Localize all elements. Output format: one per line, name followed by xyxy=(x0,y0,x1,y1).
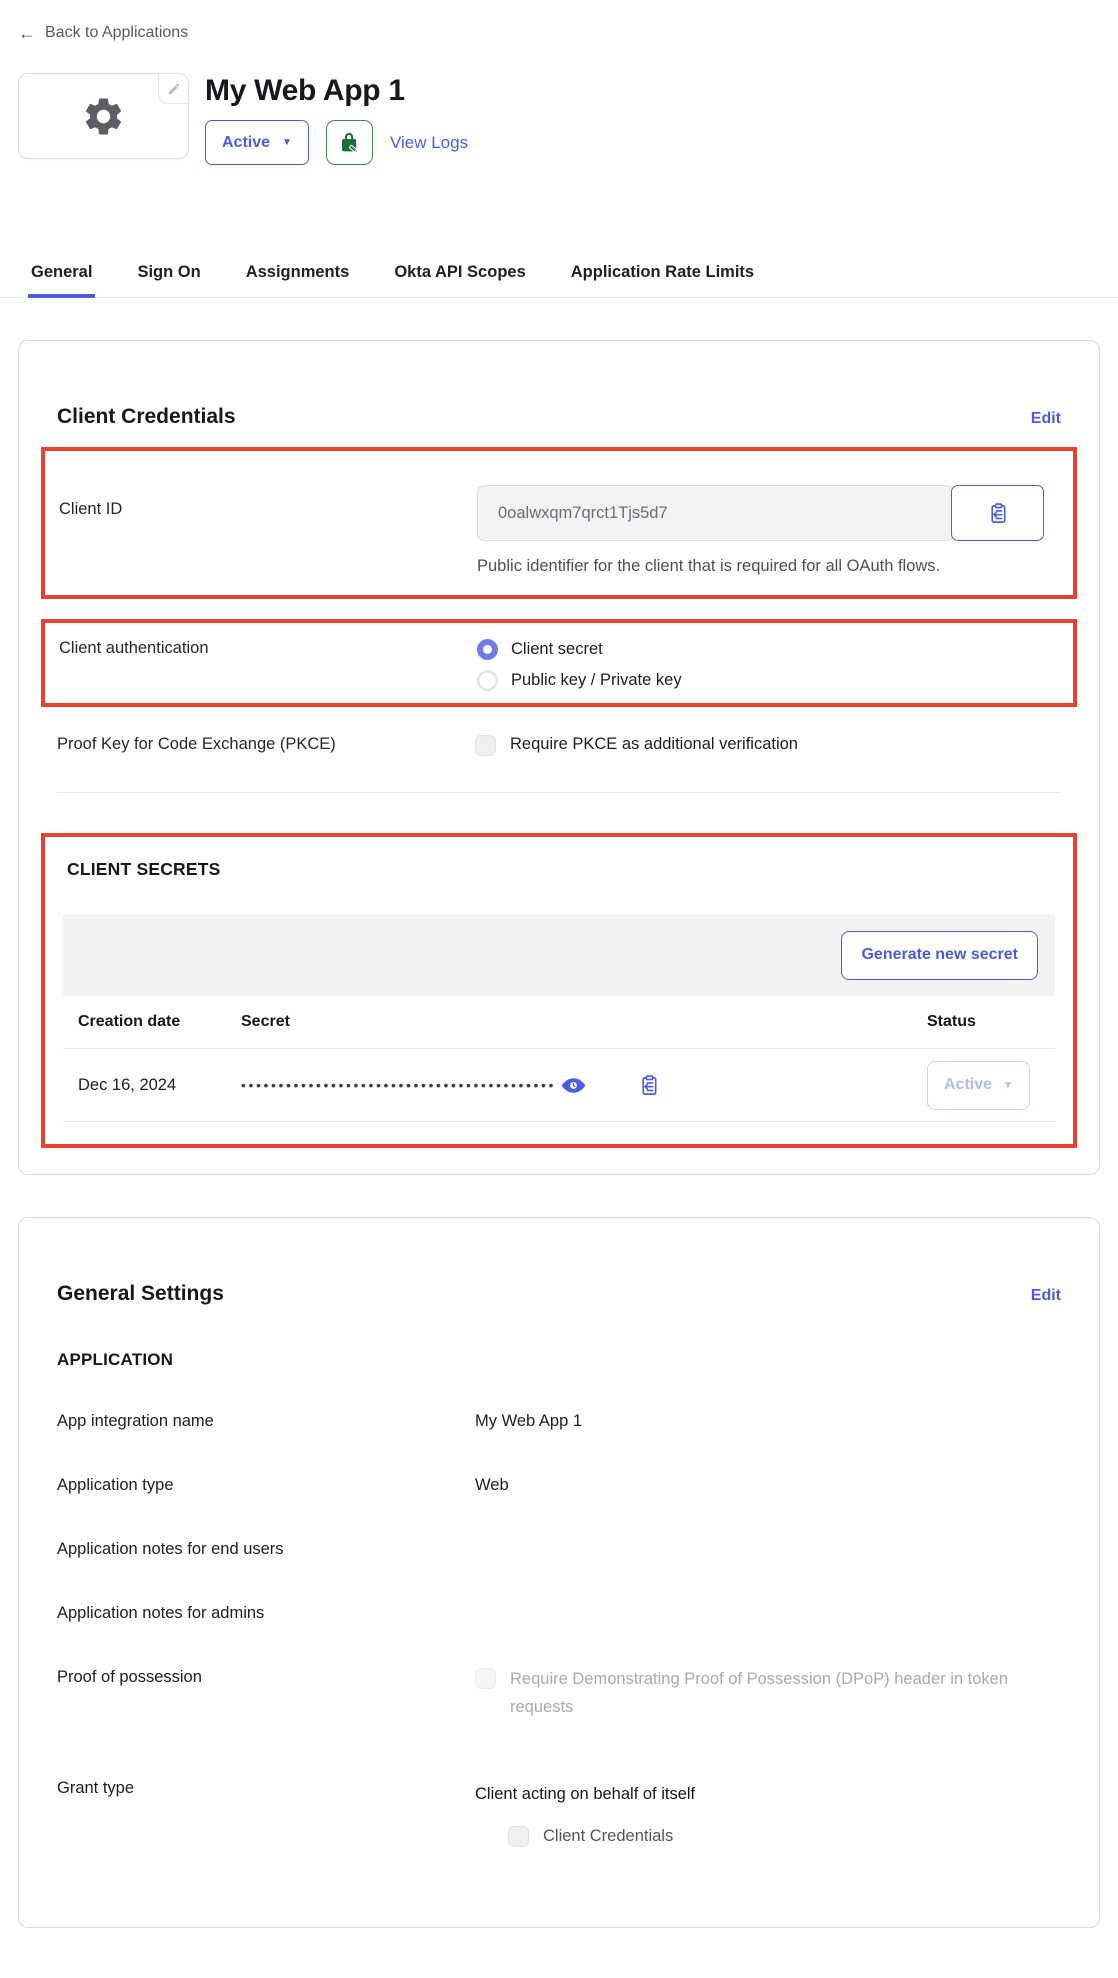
field-value: My Web App 1 xyxy=(475,1412,583,1431)
app-header xyxy=(18,73,1100,165)
radio-label: Public key / Private key xyxy=(511,671,682,690)
secret-table-row xyxy=(63,1049,1055,1122)
client-id-label: Client ID xyxy=(59,500,123,518)
radio-option-public-private-key[interactable] xyxy=(477,670,1059,691)
radio-selected-icon[interactable] xyxy=(477,639,498,660)
column-header-secret: Secret xyxy=(241,1013,290,1031)
row-app-integration-name xyxy=(57,1412,1061,1431)
clipboard-copy-icon xyxy=(986,502,1009,525)
reveal-secret-button[interactable] xyxy=(560,1072,587,1099)
secret-status-dropdown[interactable] xyxy=(927,1061,1030,1110)
secret-creation-date: Dec 16, 2024 xyxy=(78,1075,177,1094)
radio-unselected-icon[interactable] xyxy=(477,670,498,691)
pencil-icon xyxy=(167,82,181,96)
pkce-checkbox-option[interactable] xyxy=(475,735,1061,756)
tab-general[interactable]: General xyxy=(30,263,93,297)
dpop-checkbox-label: Require Demonstrating Proof of Possession (DPoP) header in token requests xyxy=(510,1670,1009,1717)
copy-client-id-button[interactable] xyxy=(951,485,1044,541)
client-credentials-checkbox[interactable] xyxy=(508,1826,529,1847)
annotation-box-client-id xyxy=(41,447,1077,599)
section-divider xyxy=(57,792,1061,793)
radio-option-client-secret[interactable] xyxy=(477,639,1059,660)
edit-client-credentials-link[interactable]: Edit xyxy=(1030,410,1061,427)
copy-secret-button[interactable] xyxy=(637,1074,660,1097)
column-header-status: Status xyxy=(927,1013,976,1031)
dpop-checkbox xyxy=(475,1668,496,1689)
application-section-label: APPLICATION xyxy=(57,1350,174,1370)
client-id-input[interactable] xyxy=(477,485,954,541)
chevron-down-icon: ▼ xyxy=(1003,1079,1013,1091)
general-settings-card xyxy=(18,1217,1100,1928)
annotation-box-client-secrets xyxy=(41,833,1077,1148)
client-credentials-checkbox-label: Client Credentials xyxy=(543,1827,674,1846)
client-authentication-label: Client authentication xyxy=(59,639,209,658)
row-proof-of-possession xyxy=(57,1668,1061,1721)
pkce-checkbox[interactable] xyxy=(475,735,496,756)
row-application-type xyxy=(57,1476,1061,1495)
edit-logo-button[interactable] xyxy=(158,73,189,104)
back-link-label: Back to Applications xyxy=(45,24,189,41)
pkce-row xyxy=(57,735,1061,756)
lock-edit-icon xyxy=(337,130,362,155)
eye-icon xyxy=(560,1072,587,1099)
generate-new-secret-button[interactable]: Generate new secret xyxy=(841,931,1038,980)
app-status-label: Active xyxy=(222,133,271,151)
client-credentials-title: Client Credentials xyxy=(57,405,236,428)
client-credentials-card xyxy=(18,340,1100,1175)
grant-type-label: Grant type xyxy=(57,1779,135,1798)
dpop-checkbox-option xyxy=(475,1668,1061,1721)
row-application-notes-end-users xyxy=(57,1540,1061,1559)
general-settings-title: General Settings xyxy=(57,1282,224,1306)
back-arrow-icon: ← xyxy=(18,23,36,43)
annotation-box-client-authentication xyxy=(41,619,1077,707)
field-value: Web xyxy=(475,1476,509,1495)
tab-sign-on[interactable]: Sign On xyxy=(137,263,201,281)
client-secrets-toolbar xyxy=(63,914,1055,996)
tab-okta-api-scopes[interactable]: Okta API Scopes xyxy=(394,263,526,281)
grant-group-label: Client acting on behalf of itself xyxy=(475,1785,696,1804)
masked-secret-value: •••••••••••••••••••••••••••••••••••••••••• xyxy=(241,1077,557,1094)
chevron-down-icon: ▼ xyxy=(282,137,292,148)
view-logs-link[interactable]: View Logs xyxy=(389,132,469,152)
client-id-help-text: Public identifier for the client that is required for all OAuth flows. xyxy=(477,557,941,575)
pkce-checkbox-label: Require PKCE as additional verification xyxy=(510,735,798,754)
row-application-notes-admins xyxy=(57,1604,1061,1623)
client-credentials-checkbox-option[interactable] xyxy=(508,1826,695,1847)
header-actions xyxy=(205,120,468,165)
secrets-table-header xyxy=(63,996,1055,1049)
back-to-applications-link[interactable] xyxy=(18,24,188,42)
page-title: My Web App 1 xyxy=(205,74,405,107)
app-status-dropdown[interactable] xyxy=(205,120,309,165)
field-label: Application notes for end users xyxy=(57,1540,284,1559)
app-logo-card xyxy=(18,73,189,159)
tab-bar xyxy=(0,263,1118,298)
field-label: Application notes for admins xyxy=(57,1604,265,1623)
field-label: Application type xyxy=(57,1476,174,1495)
client-secrets-title: CLIENT SECRETS xyxy=(67,859,221,880)
tab-application-rate-limits[interactable]: Application Rate Limits xyxy=(570,263,755,281)
column-header-creation-date: Creation date xyxy=(78,1013,181,1031)
proof-of-possession-label: Proof of possession xyxy=(57,1668,202,1687)
radio-label: Client secret xyxy=(511,640,603,659)
edit-general-settings-link[interactable]: Edit xyxy=(1030,1287,1061,1305)
tab-assignments[interactable]: Assignments xyxy=(245,263,350,281)
secret-status-label: Active xyxy=(944,1076,993,1094)
gear-icon xyxy=(81,94,126,139)
pkce-label: Proof Key for Code Exchange (PKCE) xyxy=(57,735,336,754)
row-grant-type xyxy=(57,1779,1061,1847)
clipboard-copy-icon xyxy=(637,1074,660,1097)
admin-lock-button[interactable] xyxy=(326,120,373,165)
field-label: App integration name xyxy=(57,1412,214,1431)
